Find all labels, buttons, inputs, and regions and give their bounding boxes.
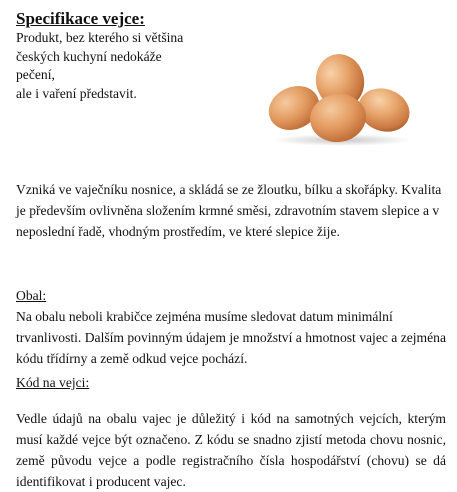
kod-paragraph: Vedle údajů na obalu vajec je důležitý i kód na samotných vejcích, kterým musí každé vejce být označeno. Z kódu se snadno zjistí metoda chovu nosnic, země původu vejce a podle registračního čísla hospodářství (chovu) se dá identifikovat i producent vajec. <box>16 411 446 489</box>
intro-text <box>16 29 216 103</box>
intro-line: pečení, <box>16 67 55 82</box>
intro-line: ale i vaření představit. <box>16 85 137 101</box>
obal-paragraph: Na obalu neboli krabičce zejména musíme sledovat datum minimální trvanlivosti. Dalším povinným údajem je množství a hmotnost vajec a zejména kódu třídírny a země odkud vejce pochází. <box>16 309 446 366</box>
origin-paragraph: Vzniká ve vaječníku nosnice, a skládá se ze žloutku, bílku a skořápky. Kvalita je především ovlivněna složením krmné směsi, zdravotním stavem slepice a v neposlední řadě, vhodným prostředím, ve které slepice žije. <box>16 182 442 239</box>
intro-line: Produkt, bez kterého si většina <box>16 30 184 45</box>
eggs-photo-icon <box>266 54 414 146</box>
section-label-kod: Kód na vejci: <box>16 375 90 390</box>
page-title: Specifikace vejce: <box>16 9 145 28</box>
intro-line: českých kuchyní nedokáže <box>16 48 162 64</box>
section-label-obal: Obal: <box>16 288 47 303</box>
